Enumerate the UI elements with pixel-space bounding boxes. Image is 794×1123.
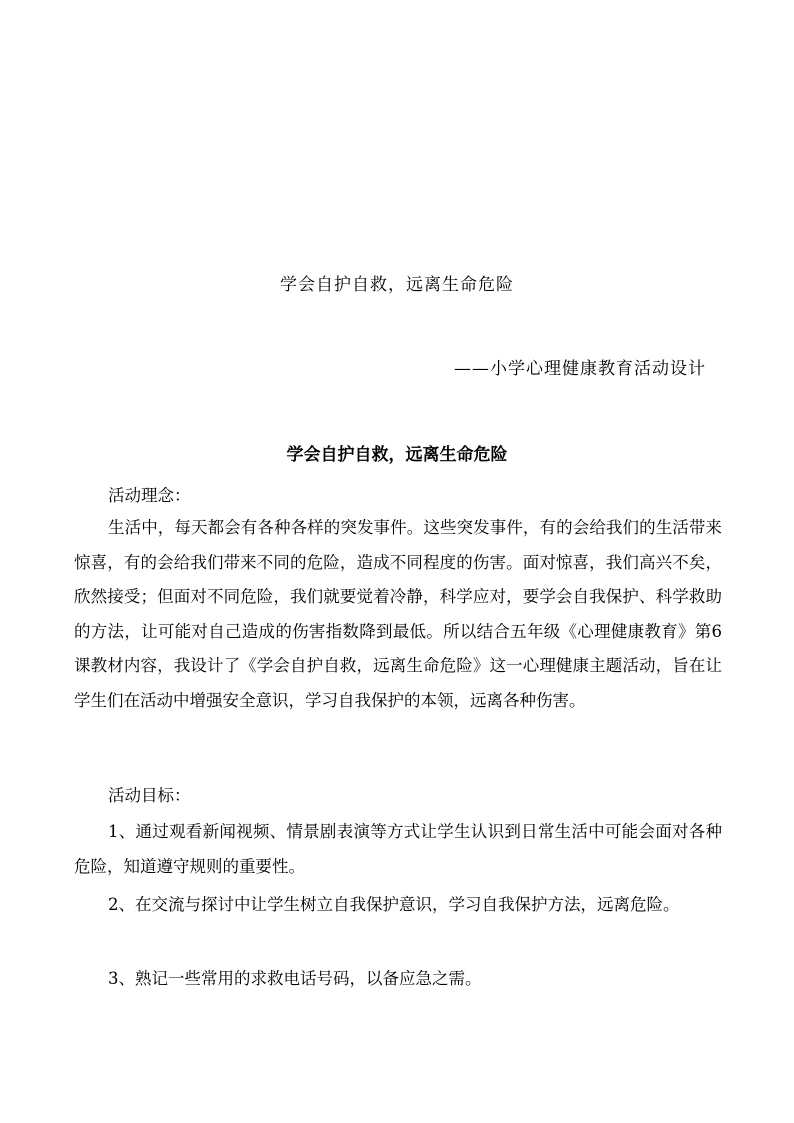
goal-item-1: 1、通过观看新闻视频、情景剧表演等方式让学生认识到日常生活中可能会面对各种危险，知道遵守规则的重要性。 (74, 822, 722, 876)
goals-heading: 活动目标： (108, 786, 191, 805)
concept-heading: 活动理念： (108, 486, 191, 505)
cover-title: 学会自护自救，远离生命危险 (280, 275, 514, 295)
document-title: 学会自护自救，远离生命危险 (286, 445, 508, 465)
goal-item-2: 2、在交流与探讨中让学生树立自我保护意识，学习自我保护方法，远离危险。 (108, 895, 680, 914)
cover-subtitle: ——小学心理健康教育活动设计 (454, 359, 706, 379)
concept-paragraph: 生活中，每天都会有各种各样的突发事件。这些突发事件，有的会给我们的生活带来惊喜，有的会给我们带来不同的危险，造成不同程度的伤害。面对惊喜，我们高兴不矣，欣然接受；但面对不同危险，我们就要觉着冷静，科学应对，要学会自我保护、科学救助的方法，让可能对自己造成的伤害指数降到最低。所以结合五年级《心理健康教育》第6课教材内容，我设计了《学会自护自救，远离生命危险》这一心理健康主题活动，旨在让学生们在活动中增强安全意识，学习自我保护的本领，远离各种伤害。 (74, 518, 722, 710)
goal-item-3: 3、熟记一些常用的求救电话号码，以备应急之需。 (108, 969, 482, 988)
